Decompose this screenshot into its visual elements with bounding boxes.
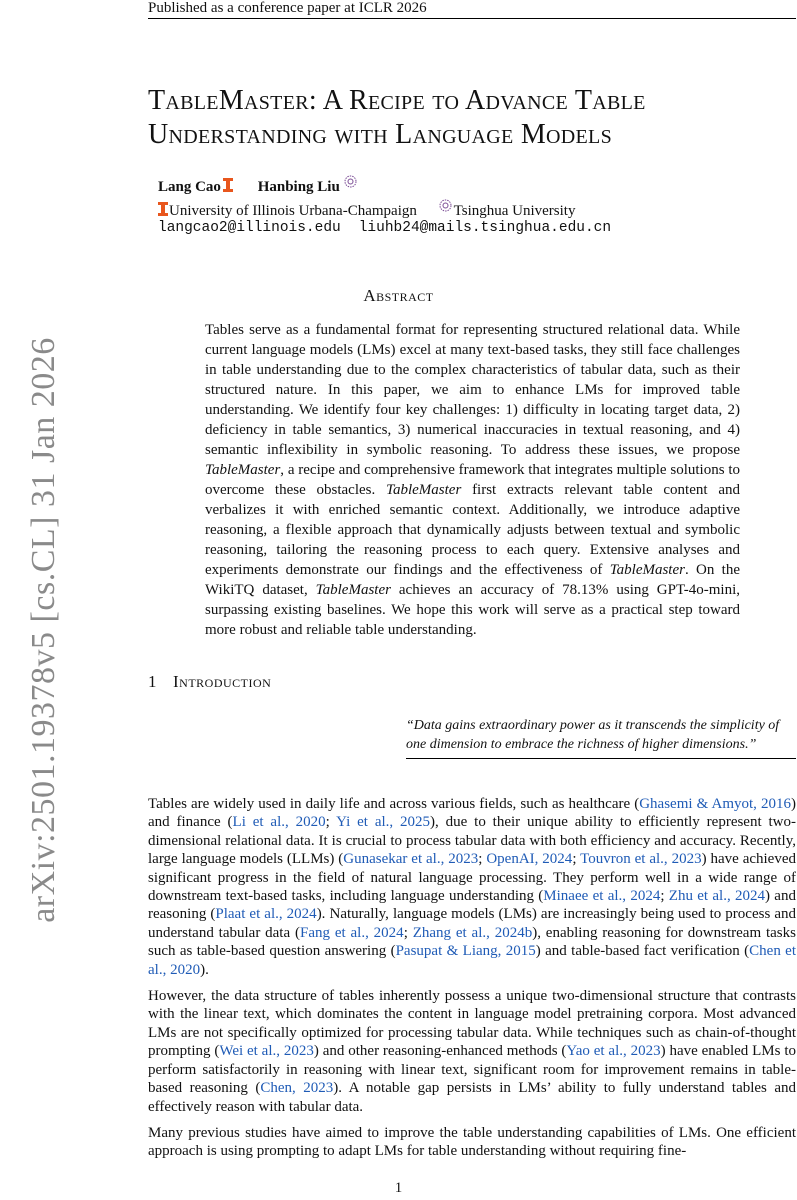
epigraph-quote: “Data gains extraordinary power as it transcends the simplicity of one dimension to embrace the richness of higher dimensions.” [406, 716, 796, 759]
paragraph-1: Tables are widely used in daily life and across various fields, such as healthcare (Ghasemi & Amyot, 2016) and finance (Li et al., 2020; Yi et al., 2025), due to their unique ability to efficiently represent two-dimensional relational data. It is crucial to process tabular data with both efficiency and accuracy. Recently, large language models (LLMs) (Gunasekar et al., 2023; OpenAI, 2024; Touvron et al., 2023) have achieved significant progress in the field of natural language processing. They perform well in a wide range of downstream text-based tasks, including language understanding (Minaee et al., 2024; Zhu et al., 2024) and reasoning (Plaat et al., 2024). Naturally, language models (LMs) are increasingly being used to process and understand tabular data (Fang et al., 2024; Zhang et al., 2024b), enabling reasoning for downstream tasks such as table-based question answering (Pasupat & Liang, 2015) and table-based fact verification (Chen et al., 2020). [148, 796, 797, 978]
author-1: Lang Cao [158, 179, 234, 195]
paragraph-2: However, the data structure of tables inherently possess a unique two-dimensional structure that contrasts with the linear text, which dominates the content in language model pretraining corpora. Most advanced LMs are not specifically optimized for processing tabular data. While techniques such as chain-of-thought prompting (Wei et al., 2023) and other reasoning-enhanced methods (Yao et al., 2023) have enabled LMs to perform satisfactorily in reasoning with linear text, significant room for improvement remains in table-based reasoning (Chen, 2023). A notable gap persists in LMs’ ability to fully understand tables and effectively reason with tabular data. [148, 988, 797, 1115]
citation-link[interactable]: OpenAI, 2024 [486, 851, 573, 868]
arxiv-stamp: arXiv:2501.19378v5 [cs.CL] 31 Jan 2026 [25, 337, 62, 923]
email-1[interactable]: langcao2@illinois.edu [158, 220, 341, 236]
conference-header: Published as a conference paper at ICLR 2026 [148, 0, 796, 19]
email-2[interactable]: liuhb24@mails.tsinghua.edu.cn [358, 220, 612, 236]
affiliation-2: Tsinghua University [439, 203, 576, 219]
citation-link[interactable]: Zhang et al., 2024b [412, 924, 533, 941]
citation-link[interactable]: Yao et al., 2023 [566, 1043, 661, 1060]
section-heading-introduction: 1 Introduction [148, 672, 272, 691]
affiliation-list [158, 199, 593, 220]
citation-link[interactable]: Chen et al., 2020 [148, 943, 797, 978]
citation-link[interactable]: Fang et al., 2024 [299, 924, 404, 941]
author-2: Hanbing Liu [258, 179, 357, 195]
email-list [158, 220, 629, 236]
illinois-logo-icon [158, 202, 168, 216]
page-number: 1 [394, 1180, 403, 1196]
citation-link[interactable]: Li et al., 2020 [232, 814, 326, 831]
citation-link[interactable]: Chen, 2023 [260, 1080, 334, 1097]
illinois-logo-icon [223, 178, 233, 192]
citation-link[interactable]: Ghasemi & Amyot, 2016 [639, 796, 791, 812]
citation-link[interactable]: Zhu et al., 2024 [668, 888, 766, 905]
paragraph-3: Many previous studies have aimed to improve the table understanding capabilities of LMs. One efficient approach is using prompting to adapt LMs for table understanding without requiring fine- [148, 1124, 796, 1160]
paper-title: TableMaster: A Recipe to Advance Table Understanding with Language Models [148, 85, 646, 150]
abstract-heading: Abstract [363, 286, 434, 305]
citation-link[interactable]: Touvron et al., 2023 [580, 851, 702, 868]
tsinghua-logo-icon [439, 199, 452, 212]
citation-link[interactable]: Yi et al., 2025 [336, 814, 431, 831]
citation-link[interactable]: Minaee et al., 2024 [543, 888, 661, 905]
citation-link[interactable]: Wei et al., 2023 [219, 1043, 314, 1060]
affiliation-1: University of Illinois Urbana-Champaign [158, 203, 417, 219]
abstract-body: Tables serve as a fundamental format for representing structured relational data. While current language models (LMs) excel at many text-based tasks, they still face challenges in table understanding due to the complex characteristics of tabular data, such as their structured nature. In this paper, we aim to enhance LMs for improved table understanding. We identify four key challenges: 1) difficulty in locating target data, 2) deficiency in table semantics, 3) numerical inaccuracies in textual reasoning, and 4) semantic inflexibility in symbolic reasoning. To address these issues, we propose TableMaster, a recipe and comprehensive framework that integrates multiple solutions to overcome these obstacles. TableMaster first extracts relevant table content and verbalizes it with enriched semantic context. Additionally, we introduce adaptive reasoning, a flexible approach that dynamically adjusts between textual and symbolic reasoning, tailoring the reasoning process to each query. Extensive analyses and experiments demonstrate our findings and the effectiveness of TableMaster. On the WikiTQ dataset, TableMaster achieves an accuracy of 78.13% using GPT-4o-mini, surpassing existing baselines. We hope this work will serve as a practical step toward more robust and reliable table understanding. [205, 322, 740, 638]
introduction-body [148, 795, 796, 1169]
author-list [158, 175, 377, 196]
tsinghua-logo-icon [344, 175, 357, 188]
citation-link[interactable]: Gunasekar et al., 2023 [343, 851, 479, 868]
citation-link[interactable]: Plaat et al., 2024 [215, 906, 317, 923]
citation-link[interactable]: Pasupat & Liang, 2015 [395, 943, 536, 960]
